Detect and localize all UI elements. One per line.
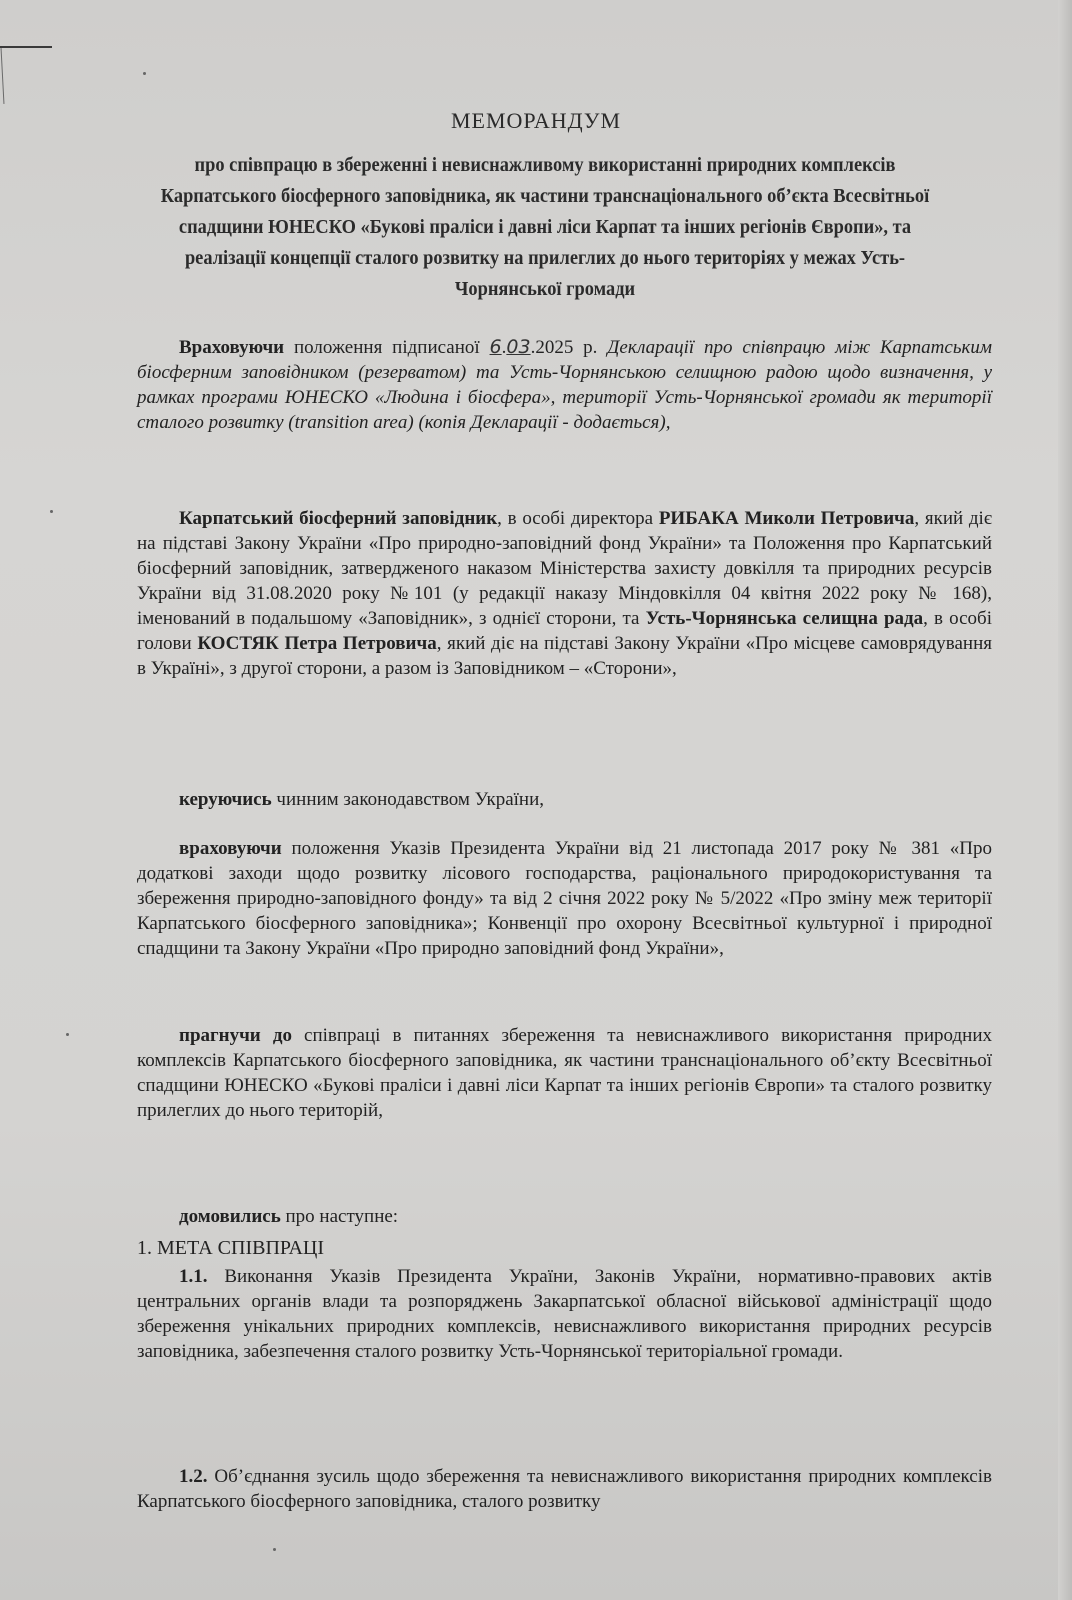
- lead-word: враховуючи: [179, 838, 282, 859]
- declaration-title: Декларації про співпрацю між Карпатським біосферним заповідником (резерватом) та Усть-Чорнянською селищною радою щодо визначення, у рамках програми ЮНЕСКО «Людина і біосфера», території Усть-Чорнянської громади як території сталого розвитку (transition area) (копія Декларації - додається),: [137, 337, 992, 433]
- paragraph-agreed: [137, 1204, 992, 1229]
- document-title: МЕМОРАНДУМ: [450, 108, 622, 133]
- paragraph-text: , в особі директора: [497, 508, 659, 529]
- handwritten-month: 03: [506, 336, 531, 358]
- corner-mark-line: [1, 48, 5, 104]
- clause-text: Об’єднання зусиль щодо збереження та невиснажливого використання природних комплексів Карпатського біосферного заповідника, сталого розвитку: [137, 1466, 992, 1512]
- document-subtitle: про співпрацю в збереженні і невиснажливому використанні природних комплексів Карпатського біосферного заповідника, як частини транснаціонального об’єкта Всесвітньої спадщини ЮНЕСКО «Букові праліси і давні ліси Карпат та інших регіонів Європи», та реалізації концепції сталого розвитку на прилеглих до нього територіях у межах Усть-Чорнянської громади: [160, 154, 930, 300]
- lead-word: прагнучи до: [179, 1025, 292, 1046]
- speck: [66, 1033, 69, 1036]
- paragraph-text: співпраці в питаннях збереження та невиснажливого використання природних комплексів Карпатського біосферного заповідника, як частини транснаціонального об’єкту Всесвітньої спадщини ЮНЕСКО «Букові праліси і давні ліси Карпат та інших регіонів Європи» та сталого розвитку прилеглих до нього територій,: [137, 1025, 992, 1121]
- clause-1-2: [137, 1464, 992, 1514]
- paragraph-text: , який діє на підставі Закону України «Про природно-заповідний фонд України» та Положення про Карпатський біосферний заповідник, затвердженого наказом Міністерства захисту довкілля та природних ресурсів України від 31.08.2020 року №101 (у редакції наказу Міндовкілля 04 квітня 2022 року № 168), іменований в подальшому «Заповідник», з однієї сторони, та: [137, 508, 992, 629]
- party-council: Усть-Чорнянська селищна рада: [645, 608, 924, 629]
- clause-1-1: [137, 1264, 992, 1364]
- director-name: РИБАКА Миколи Петровича: [658, 508, 915, 529]
- lead-word: Враховуючи: [179, 337, 285, 358]
- clause-text: Виконання Указів Президента України, Законів України, нормативно-правових актів центральних органів влади та розпоряджень Закарпатської обласної військової адміністрації щодо збереження унікальних природних комплексів, невиснажливого використання природних ресурсів заповідника, забезпечення сталого розвитку Усть-Чорнянської територіальної громади.: [137, 1266, 992, 1362]
- corner-mark: [0, 46, 52, 48]
- clause-number: 1.1.: [179, 1266, 208, 1287]
- paragraph-text: , в особі голови: [137, 608, 992, 654]
- paragraph-text: положення підписаної: [284, 337, 490, 358]
- lead-word: керуючись: [179, 789, 272, 810]
- page-edge-shadow: [1058, 0, 1072, 1600]
- paragraph-decrees: [137, 836, 992, 961]
- speck: [143, 72, 146, 75]
- party-reserve: Карпатський біосферний заповідник: [179, 508, 498, 529]
- lead-word: домовились: [179, 1206, 281, 1227]
- paragraph-parties: [137, 506, 992, 681]
- date-separator: .: [501, 337, 507, 358]
- speck: [273, 1548, 276, 1551]
- clause-number: 1.2.: [179, 1466, 208, 1487]
- date-year: .2025 р.: [530, 337, 608, 358]
- section-heading: 1. МЕТА СПІВПРАЦІ: [137, 1237, 325, 1259]
- paragraph-text: чинним законодавством України,: [271, 789, 545, 810]
- speck: [50, 510, 53, 513]
- paragraph-aspiring: [137, 1023, 992, 1123]
- paragraph-guided: [137, 787, 992, 812]
- handwritten-day: 6: [489, 336, 502, 358]
- paragraph-text: положення Указів Президента України від 21 листопада 2017 року № 381 «Про додаткові заходи щодо розвитку лісового господарства, раціонального природокористування та збереження природно-заповідного фонду» та від 2 січня 2022 року № 5/2022 «Про зміну меж території Карпатського біосферного заповідника»; Конвенції про охорону Всесвітньої культурної і природної спадщини та Закону України «Про природно заповідний фонд України»,: [137, 838, 992, 959]
- paragraph-text: , який діє на підставі Закону України «Про місцеве самоврядування в Україні», з другої сторони, а разом із Заповідником – «Сторони»,: [137, 633, 992, 679]
- paragraph-declaration: [137, 335, 992, 435]
- paragraph-text: про наступне:: [280, 1206, 399, 1227]
- head-name: КОСТЯК Петра Петровича: [197, 633, 437, 654]
